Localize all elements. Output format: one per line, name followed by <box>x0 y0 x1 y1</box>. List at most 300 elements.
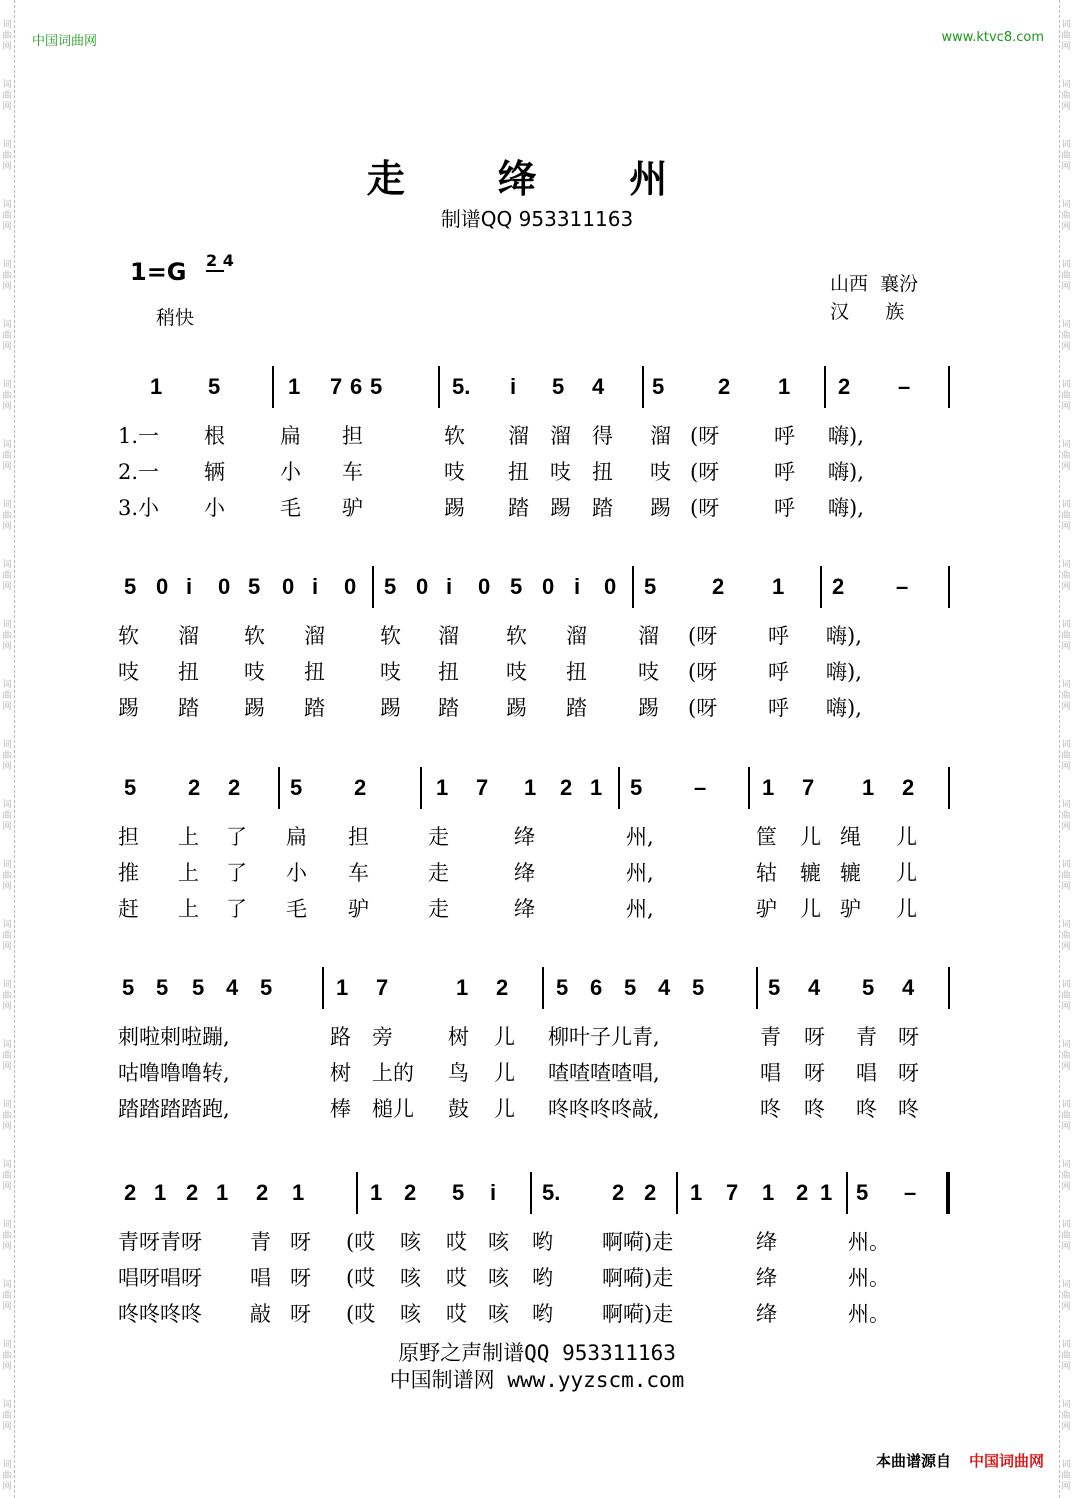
score-note: 5 <box>856 1180 869 1205</box>
side-watermark-mark: 词 曲 网 <box>1061 80 1071 112</box>
lyric-word: 咚 <box>760 1097 781 1121</box>
side-watermark-mark: 词 曲 网 <box>1061 1040 1071 1072</box>
score-note: 0 <box>604 574 617 599</box>
score-note: 1 <box>216 1180 229 1205</box>
score-note: 6 <box>350 374 363 399</box>
lyric-word: 儿 <box>800 897 821 921</box>
bar-line <box>948 967 950 1009</box>
bar-line <box>542 967 544 1009</box>
time-top: 2 <box>206 251 218 270</box>
lyric-word: 走 <box>428 897 449 921</box>
lyric-word: 软 <box>244 624 265 648</box>
lyric-word: 踢 <box>444 496 465 520</box>
lyric-word: 踏 <box>508 496 529 520</box>
lyric-word: 儿 <box>494 1061 515 1085</box>
bar-line <box>946 1172 950 1214</box>
side-watermark-mark: 词 曲 网 <box>1061 1280 1071 1312</box>
lyric-word: 咚咚咚咚敲, <box>548 1097 660 1121</box>
side-watermark-mark: 词 曲 网 <box>2 80 12 112</box>
bar-line <box>618 767 620 809</box>
score-note: 2 <box>902 775 915 800</box>
lyric-word: 州。 <box>848 1230 890 1254</box>
lyric-word: 咳 <box>488 1230 509 1254</box>
side-watermark-mark: 词 曲 网 <box>2 860 12 892</box>
side-watermark-mark: 词 曲 网 <box>2 1280 12 1312</box>
side-watermark-mark: 词 曲 网 <box>1061 740 1071 772</box>
lyric-word: 吱 <box>444 460 465 484</box>
side-watermark-mark: 词 曲 网 <box>2 140 12 172</box>
lyric-word: 上的 <box>372 1061 414 1085</box>
lyric-word: 吱 <box>550 460 571 484</box>
lyric-word: 吱 <box>380 660 401 684</box>
side-watermark-mark: 词 曲 网 <box>1061 560 1071 592</box>
lyric-word: 咳 <box>400 1302 421 1326</box>
lyric-word: (呀 <box>688 624 718 648</box>
lyric-word: 溜 <box>550 424 571 448</box>
score-note: i <box>490 1180 497 1205</box>
lyric-word: 青 <box>856 1025 877 1049</box>
source-label: 本曲谱源自 <box>875 1452 951 1470</box>
lyric-word: 儿 <box>494 1097 515 1121</box>
side-watermark-mark: 词 曲 网 <box>1061 20 1071 52</box>
lyric-word: 溜 <box>304 624 325 648</box>
lyric-word: (呀 <box>690 496 720 520</box>
lyric-word: (呀 <box>688 660 718 684</box>
lyric-word: 州, <box>626 897 654 921</box>
lyric-word: 绛 <box>514 897 535 921</box>
lyric-word: 得 <box>592 424 613 448</box>
lyric-word: 绛 <box>514 825 535 849</box>
lyric-word: 青 <box>250 1230 271 1254</box>
side-watermark-mark: 词 曲 网 <box>2 380 12 412</box>
lyric-word: (呀 <box>688 696 718 720</box>
score-note: – <box>896 574 909 599</box>
lyric-word: 儿 <box>494 1025 515 1049</box>
bar-line <box>748 767 750 809</box>
lyric-word: 绛 <box>756 1302 777 1326</box>
bar-line <box>322 967 324 1009</box>
side-watermark-mark: 词 曲 网 <box>2 1100 12 1132</box>
score-note: 5 <box>122 975 135 1000</box>
bar-line <box>756 967 758 1009</box>
score-note: i <box>574 574 581 599</box>
score-note: 2 <box>124 1180 137 1205</box>
lyric-word: 呼 <box>774 424 795 448</box>
lyric-word: 了 <box>226 861 247 885</box>
score-note: 1 <box>778 374 791 399</box>
lyric-word: 哎 <box>446 1302 467 1326</box>
lyric-word: 溜 <box>566 624 587 648</box>
score-note: 7 <box>726 1180 739 1205</box>
lyric-word: 路 <box>330 1025 351 1049</box>
side-watermark-mark: 词 曲 网 <box>1061 800 1071 832</box>
lyric-word: 旁 <box>372 1025 393 1049</box>
score-note: 2 <box>560 775 573 800</box>
lyric-word: 州。 <box>848 1302 890 1326</box>
lyric-word: 哎 <box>446 1230 467 1254</box>
lyric-word: 咚咚咚咚 <box>118 1302 202 1326</box>
lyric-word: 绛 <box>514 861 535 885</box>
lyric-word: 呀 <box>804 1025 825 1049</box>
score-note: 0 <box>416 574 429 599</box>
lyric-word: 驴 <box>756 897 777 921</box>
lyric-word: 踢 <box>650 496 671 520</box>
score-note: 1 <box>436 775 449 800</box>
lyric-word: 棒 <box>330 1097 351 1121</box>
lyric-word: 驴 <box>342 496 363 520</box>
lyric-word: 软 <box>506 624 527 648</box>
lyric-word: 小 <box>280 460 301 484</box>
side-watermark-mark: 词 曲 网 <box>1061 1160 1071 1192</box>
source-brand-link[interactable]: 中国词曲网 <box>968 1452 1044 1470</box>
lyric-word: 嗨), <box>828 460 864 484</box>
lyric-word: 啊嗬)走 <box>602 1230 674 1254</box>
lyric-word: 担 <box>342 424 363 448</box>
side-watermark-mark: 词 曲 网 <box>2 320 12 352</box>
score-note: 0 <box>156 574 169 599</box>
score-note: 1 <box>288 374 301 399</box>
lyric-word: 槌儿 <box>372 1097 414 1121</box>
score-note: 7 <box>802 775 815 800</box>
origin-info <box>830 270 918 326</box>
lyric-word: 走 <box>428 861 449 885</box>
score-note: 2 <box>838 374 851 399</box>
lyric-word: 踏 <box>592 496 613 520</box>
score-note: i <box>186 574 193 599</box>
side-watermark-mark: 词 曲 网 <box>1061 980 1071 1012</box>
lyric-word: 踏踏踏踏跑, <box>118 1097 230 1121</box>
score-note: 0 <box>542 574 555 599</box>
side-watermark-mark: 词 曲 网 <box>2 200 12 232</box>
lyric-word: 踢 <box>550 496 571 520</box>
score-note: 2 <box>354 775 367 800</box>
lyric-word: 驴 <box>840 897 861 921</box>
lyric-word: 青 <box>760 1025 781 1049</box>
score-note: i <box>510 374 517 399</box>
lyric-word: 啊嗬)走 <box>602 1302 674 1326</box>
score-note: 2 <box>256 1180 269 1205</box>
score-note: 5 <box>124 574 137 599</box>
lyric-word: 辘 <box>800 861 821 885</box>
lyric-word: 溜 <box>508 424 529 448</box>
side-watermark-mark: 词 曲 网 <box>1061 1460 1071 1492</box>
score-note: 5 <box>630 775 643 800</box>
lyric-word: 哎 <box>446 1266 467 1290</box>
score-note: 4 <box>658 975 671 1000</box>
score-note: – <box>904 1180 917 1205</box>
lyric-word: 绛 <box>756 1230 777 1254</box>
score-note: 2 <box>832 574 845 599</box>
score-note: 5 <box>652 374 665 399</box>
side-watermark-mark: 词 曲 网 <box>2 1400 12 1432</box>
lyric-word: 扭 <box>508 460 529 484</box>
lyric-word: 车 <box>348 861 369 885</box>
bar-line <box>676 1172 678 1214</box>
lyric-word: 儿 <box>896 897 917 921</box>
score-note: 4 <box>226 975 239 1000</box>
side-watermark-mark: 词 曲 网 <box>2 1340 12 1372</box>
score-note: 1 <box>292 1180 305 1205</box>
lyric-word: 踏 <box>566 696 587 720</box>
lyric-word: 踏 <box>304 696 325 720</box>
lyric-word: 溜 <box>638 624 659 648</box>
lyric-word: (呀 <box>690 424 720 448</box>
lyric-word: 敲 <box>250 1302 271 1326</box>
side-watermark-mark: 词 曲 网 <box>2 260 12 292</box>
score-note: 1 <box>150 374 163 399</box>
score-note: 1 <box>154 1180 167 1205</box>
score-note: 5 <box>552 374 565 399</box>
lyric-word: 鼓 <box>448 1097 469 1121</box>
lyric-word: 上 <box>178 825 199 849</box>
score-note: 2 <box>612 1180 625 1205</box>
score-note: 2 <box>496 975 509 1000</box>
lyric-word: 喳喳喳喳唱, <box>548 1061 660 1085</box>
score-note: 1 <box>690 1180 703 1205</box>
lyric-word: 州。 <box>848 1266 890 1290</box>
side-watermark-mark: 词 曲 网 <box>2 980 12 1012</box>
side-watermark-mark: 词 曲 网 <box>1061 140 1071 172</box>
side-watermark-mark: 词 曲 网 <box>1061 1400 1071 1432</box>
side-watermark-mark: 词 曲 网 <box>2 1160 12 1192</box>
lyric-word: 吱 <box>650 460 671 484</box>
lyric-word: 咚 <box>856 1097 877 1121</box>
score-note: i <box>312 574 319 599</box>
bar-line <box>948 566 950 608</box>
lyric-word: 吱 <box>244 660 265 684</box>
lyric-word: 咚 <box>898 1097 919 1121</box>
score-note: i <box>446 574 453 599</box>
score-note: 4 <box>592 374 605 399</box>
score-note: 5 <box>556 975 569 1000</box>
score-note: 2 <box>188 775 201 800</box>
lyric-word: 嗨), <box>826 624 862 648</box>
bar-line <box>846 1172 848 1214</box>
lyric-word: 小 <box>204 496 225 520</box>
side-watermark-mark: 词 曲 网 <box>2 620 12 652</box>
lyric-word: 儿 <box>800 825 821 849</box>
score-note: 4 <box>808 975 821 1000</box>
bar-line <box>372 566 374 608</box>
lyric-word: 踢 <box>638 696 659 720</box>
song-subtitle: 制谱QQ 953311163 <box>440 207 634 231</box>
lyric-word: 呼 <box>768 624 789 648</box>
lyric-word: 3.小 <box>118 496 160 520</box>
side-watermark-mark: 词 曲 网 <box>2 1040 12 1072</box>
score-note: 1 <box>590 775 603 800</box>
score-note: 5 <box>370 374 383 399</box>
lyric-word: 呀 <box>898 1061 919 1085</box>
lyric-word: 嗨), <box>826 660 862 684</box>
score-note: 5 <box>768 975 781 1000</box>
score-note: 5. <box>542 1180 561 1205</box>
score-note: 5 <box>248 574 261 599</box>
bar-line <box>420 767 422 809</box>
score-note: 1 <box>456 975 469 1000</box>
bar-line <box>272 366 274 408</box>
score-note: 1 <box>762 775 775 800</box>
lyric-word: 毛 <box>280 496 301 520</box>
lyric-word: 唱 <box>250 1266 271 1290</box>
header-site-left[interactable]: 中国词曲网 <box>32 34 98 49</box>
lyric-word: 州, <box>626 825 654 849</box>
lyric-word: 树 <box>448 1025 469 1049</box>
side-watermark-mark: 词 曲 网 <box>2 1220 12 1252</box>
side-watermark-mark: 词 曲 网 <box>1061 440 1071 472</box>
side-watermark-mark: 词 曲 网 <box>1061 500 1071 532</box>
lyric-word: (呀 <box>690 460 720 484</box>
lyric-word: 踏 <box>178 696 199 720</box>
score-note: – <box>898 374 911 399</box>
origin-ethnicity: 汉 族 <box>830 301 905 323</box>
bar-line <box>824 366 826 408</box>
lyric-word: 2.一 <box>118 460 160 484</box>
lyric-word: 吱 <box>638 660 659 684</box>
lyric-word: 啊嗬)走 <box>602 1266 674 1290</box>
header-site-right[interactable]: www.ktvc8.com <box>941 30 1044 45</box>
lyric-word: 踢 <box>380 696 401 720</box>
lyric-word: 咚 <box>804 1097 825 1121</box>
score-note: 5 <box>510 574 523 599</box>
lyric-word: 踢 <box>118 696 139 720</box>
score-note: 2 <box>718 374 731 399</box>
lyric-word: 唱呀唱呀 <box>118 1266 202 1290</box>
bar-line <box>948 767 950 809</box>
lyric-word: 踢 <box>506 696 527 720</box>
lyric-word: 轱 <box>756 861 777 885</box>
score-note: 7 <box>330 374 343 399</box>
lyric-word: 呼 <box>768 660 789 684</box>
side-watermark-mark: 词 曲 网 <box>1061 260 1071 292</box>
lyric-word: 踢 <box>244 696 265 720</box>
lyric-word: 赶 <box>118 897 139 921</box>
lyric-word: 小 <box>286 861 307 885</box>
lyric-word: 软 <box>118 624 139 648</box>
score-note: 5 <box>692 975 705 1000</box>
lyric-word: 青呀青呀 <box>118 1230 202 1254</box>
bar-line <box>438 366 440 408</box>
lyric-word: 走 <box>428 825 449 849</box>
origin-region: 山西 襄汾 <box>830 273 919 295</box>
lyric-word: 扭 <box>592 460 613 484</box>
bar-line <box>530 1172 532 1214</box>
lyric-word: 绛 <box>756 1266 777 1290</box>
side-watermark-mark: 词 曲 网 <box>2 1460 12 1492</box>
score-note: 6 <box>590 975 603 1000</box>
lyric-word: 嗨), <box>828 496 864 520</box>
score-note: 5 <box>624 975 637 1000</box>
score-note: 2 <box>712 574 725 599</box>
lyric-word: 上 <box>178 897 199 921</box>
footer-credit: 原野之声制谱QQ 953311163 <box>398 1341 676 1365</box>
lyric-word: 州, <box>626 861 654 885</box>
score-note: 5 <box>862 975 875 1000</box>
lyric-word: 咕噜噜噜转, <box>118 1061 230 1085</box>
lyric-word: 咳 <box>400 1230 421 1254</box>
score-note: 1 <box>862 775 875 800</box>
score-note: 2 <box>796 1180 809 1205</box>
lyric-word: 绳 <box>840 825 861 849</box>
score-note: 1 <box>820 1180 833 1205</box>
side-watermark-mark: 词 曲 网 <box>1061 620 1071 652</box>
lyric-word: 呼 <box>774 496 795 520</box>
score-note: 4 <box>902 975 915 1000</box>
lyric-word: 呀 <box>290 1230 311 1254</box>
score-note: 5 <box>156 975 169 1000</box>
score-note: 7 <box>476 775 489 800</box>
lyric-word: 咳 <box>488 1266 509 1290</box>
lyric-word: 踏 <box>438 696 459 720</box>
bar-line <box>278 767 280 809</box>
score-note: – <box>694 775 707 800</box>
lyric-word: 咳 <box>488 1302 509 1326</box>
lyric-word: 溜 <box>438 624 459 648</box>
lyric-word: 唱 <box>760 1061 781 1085</box>
lyric-word: 刺啦刺啦蹦, <box>118 1025 230 1049</box>
side-watermark-mark: 词 曲 网 <box>2 800 12 832</box>
lyric-word: 扁 <box>286 825 307 849</box>
score-note: 1 <box>524 775 537 800</box>
side-watermark-mark: 词 曲 网 <box>2 20 12 52</box>
score-note: 0 <box>478 574 491 599</box>
lyric-word: 嗨), <box>828 424 864 448</box>
lyric-word: (哎 <box>346 1266 376 1290</box>
score-note: 5 <box>644 574 657 599</box>
lyric-word: 了 <box>226 825 247 849</box>
bar-line <box>948 366 950 408</box>
score-note: 5 <box>192 975 205 1000</box>
footer-website[interactable]: 中国制谱网 www.yyzscm.com <box>389 1368 685 1392</box>
score-note: 0 <box>218 574 231 599</box>
score-note: 2 <box>186 1180 199 1205</box>
source-note <box>876 1450 1044 1471</box>
lyric-word: 软 <box>444 424 465 448</box>
lyric-word: 呼 <box>768 696 789 720</box>
bar-line <box>632 566 634 608</box>
lyric-word: 唱 <box>856 1061 877 1085</box>
lyric-word: 扭 <box>438 660 459 684</box>
lyric-word: 辘 <box>840 861 861 885</box>
lyric-word: 了 <box>226 897 247 921</box>
side-watermark-mark: 词 曲 网 <box>1061 320 1071 352</box>
lyric-word: 筐 <box>756 825 777 849</box>
score-note: 5. <box>452 374 471 399</box>
score-note: 2 <box>644 1180 657 1205</box>
score-note: 2 <box>404 1180 417 1205</box>
tempo-mark: 稍快 <box>156 307 195 329</box>
lyric-word: 呼 <box>774 460 795 484</box>
lyric-word: 溜 <box>650 424 671 448</box>
side-watermark-mark: 词 曲 网 <box>2 740 12 772</box>
lyric-word: 车 <box>342 460 363 484</box>
lyric-word: 哟 <box>532 1266 553 1290</box>
score-note: 1 <box>772 574 785 599</box>
side-watermark-mark: 词 曲 网 <box>1061 1100 1071 1132</box>
score-note: 5 <box>260 975 273 1000</box>
lyric-word: 吱 <box>506 660 527 684</box>
lyric-word: 嗨), <box>826 696 862 720</box>
lyric-word: 树 <box>330 1061 351 1085</box>
side-watermark-mark: 词 曲 网 <box>1061 380 1071 412</box>
lyric-word: 儿 <box>896 861 917 885</box>
key-signature: 1=G <box>130 258 187 286</box>
side-watermark-mark: 词 曲 网 <box>1061 1220 1071 1252</box>
song-title: 走 绛 州 <box>366 157 708 201</box>
lyric-word: 哟 <box>532 1302 553 1326</box>
side-watermark-mark: 词 曲 网 <box>1061 860 1071 892</box>
score-note: 5 <box>452 1180 465 1205</box>
lyric-word: (哎 <box>346 1302 376 1326</box>
